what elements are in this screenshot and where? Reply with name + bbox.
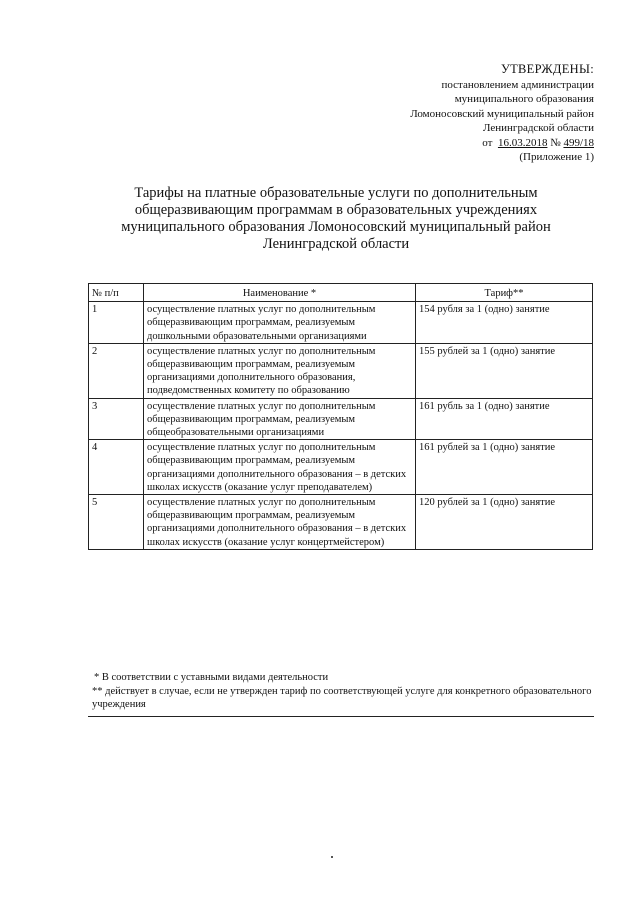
approval-line-2: муниципального образования bbox=[454, 93, 594, 105]
title-line-2: общеразвивающим программам в образовательных учреждениях bbox=[134, 202, 538, 218]
row-tariff: 155 рублей за 1 (одно) занятие bbox=[416, 343, 593, 398]
document-title bbox=[92, 185, 580, 253]
footnotes bbox=[92, 671, 597, 712]
number-prefix: № bbox=[550, 136, 561, 149]
row-number: 5 bbox=[89, 495, 144, 550]
approval-line-3: Ломоносовский муниципальный район bbox=[410, 107, 594, 120]
approval-date: 16.03.2018 bbox=[497, 136, 548, 149]
row-tariff: 154 рубля за 1 (одно) занятие bbox=[416, 302, 593, 344]
row-name: осуществление платных услуг по дополнительным общеразвивающим программам, реализуемым организациями дополнительного образования – в детских школах искусств (оказание услуг концертмейстером) bbox=[144, 495, 416, 550]
row-name: осуществление платных услуг по дополнительным общеразвивающим программам, реализуемым общеобразовательными организациями bbox=[144, 398, 416, 440]
row-tariff: 161 рублей за 1 (одно) занятие bbox=[416, 440, 593, 495]
footnote-rule bbox=[88, 716, 594, 717]
date-prefix: от bbox=[482, 136, 493, 149]
header-tariff: Тариф** bbox=[416, 284, 593, 302]
table-header-row bbox=[89, 284, 593, 302]
table-row bbox=[89, 302, 593, 344]
appendix-label: (Приложение 1) bbox=[519, 151, 594, 163]
table-row bbox=[89, 495, 593, 550]
footnote-2: ** действует в случае, если не утвержден тариф по соответствующей услуге для конкретного образовательного учреждения bbox=[92, 685, 592, 711]
row-name: осуществление платных услуг по дополнительным общеразвивающим программам, реализуемым организациями дополнительного образования – в детских школах искусств (оказание услуг преподавателем) bbox=[144, 440, 416, 495]
footnote-1: * В соответствии с уставными видами деятельности bbox=[94, 672, 329, 683]
table-row bbox=[89, 398, 593, 440]
tariffs-table bbox=[88, 283, 593, 550]
table-row bbox=[89, 440, 593, 495]
row-number: 1 bbox=[89, 302, 144, 344]
approval-block bbox=[304, 62, 594, 165]
approval-line-4: Ленинградской области bbox=[483, 122, 594, 134]
row-tariff: 120 рублей за 1 (одно) занятие bbox=[416, 495, 593, 550]
approval-heading: УТВЕРЖДЕНЫ: bbox=[500, 62, 594, 76]
title-line-1: Тарифы на платные образовательные услуги по дополнительным bbox=[134, 185, 538, 201]
row-number: 3 bbox=[89, 398, 144, 440]
approval-number: 499/18 bbox=[563, 136, 594, 149]
table-row bbox=[89, 343, 593, 398]
scan-speck bbox=[331, 856, 333, 858]
header-number: № п/п bbox=[89, 284, 144, 302]
title-line-4: Ленинградской области bbox=[262, 236, 410, 252]
row-number: 4 bbox=[89, 440, 144, 495]
title-line-3: муниципального образования Ломоносовский муниципальный район bbox=[121, 219, 551, 235]
row-name: осуществление платных услуг по дополнительным общеразвивающим программам, реализуемым организациями дополнительного образования, подведомственных комитету по образованию bbox=[144, 343, 416, 398]
approval-date-line bbox=[304, 136, 594, 151]
row-number: 2 bbox=[89, 343, 144, 398]
header-name: Наименование * bbox=[144, 284, 416, 302]
row-name: осуществление платных услуг по дополнительным общеразвивающим программам, реализуемым дошкольными образовательными организациями bbox=[144, 302, 416, 344]
row-tariff: 161 рубль за 1 (одно) занятие bbox=[416, 398, 593, 440]
approval-line-1: постановлением администрации bbox=[441, 78, 594, 91]
